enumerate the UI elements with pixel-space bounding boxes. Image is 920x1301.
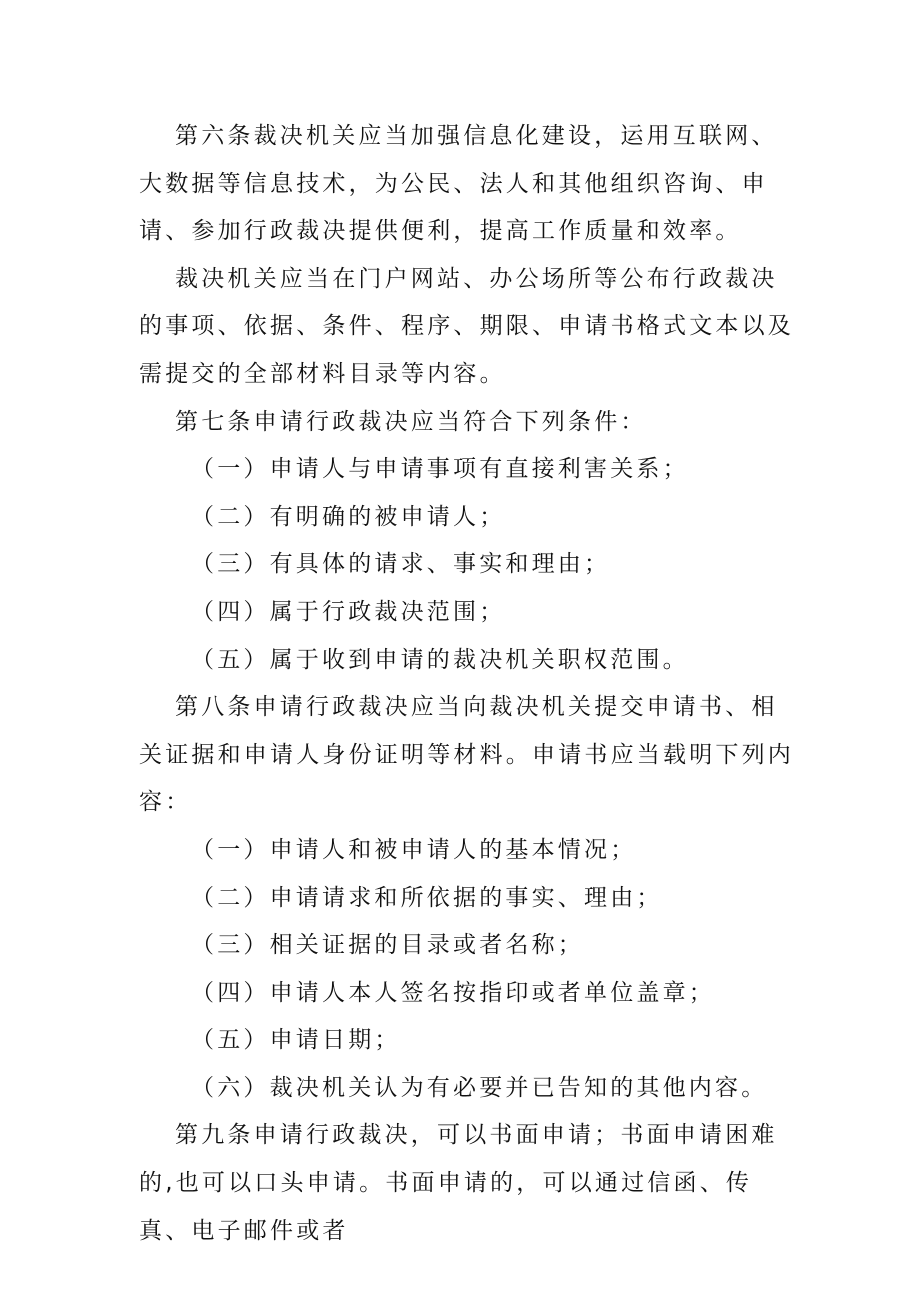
article-7-item-5: （五）属于收到申请的裁决机关职权范围。 bbox=[191, 646, 689, 673]
article-7-paragraph: 第七条申请行政裁决应当符合下列条件： bbox=[175, 408, 647, 435]
article-8-item-4: （四）申请人本人签名按指印或者单位盖章； bbox=[191, 979, 715, 1006]
article-7-item-1: （一）申请人与申请事项有直接利害关系； bbox=[191, 456, 689, 483]
article-8-paragraph: 第八条申请行政裁决应当向裁决机关提交申请书、相关证据和申请人身份证明等材料。申请书应当载明下列内容： bbox=[139, 694, 794, 816]
article-7-item-3: （三）有具体的请求、事实和理由； bbox=[191, 551, 611, 578]
article-8-item-5: （五）申请日期； bbox=[191, 1027, 401, 1054]
article-6-publication-paragraph: 裁决机关应当在门户网站、办公场所等公布行政裁决的事项、依据、条件、程序、期限、申请书格式文本以及需提交的全部材料目录等内容。 bbox=[139, 265, 794, 387]
article-8-item-1: （一）申请人和被申请人的基本情况； bbox=[191, 836, 637, 863]
document-body bbox=[139, 113, 799, 1255]
article-7-item-2: （二）有明确的被申请人； bbox=[191, 503, 506, 530]
article-6-paragraph: 第六条裁决机关应当加强信息化建设，运用互联网、大数据等信息技术，为公民、法人和其他组织咨询、申请、参加行政裁决提供便利，提高工作质量和效率。 bbox=[139, 123, 778, 245]
article-8-item-2: （二）申请请求和所依据的事实、理由； bbox=[191, 884, 663, 911]
article-8-item-3: （三）相关证据的目录或者名称； bbox=[191, 932, 584, 959]
article-7-item-4: （四）属于行政裁决范围； bbox=[191, 598, 506, 625]
article-8-item-6: （六）裁决机关认为有必要并已告知的其他内容。 bbox=[191, 1074, 768, 1101]
article-9-paragraph: 第九条申请行政裁决，可以书面申请；书面申请困难的,也可以口头申请。书面申请的，可以通过信函、传真、电子邮件或者 bbox=[139, 1122, 778, 1244]
